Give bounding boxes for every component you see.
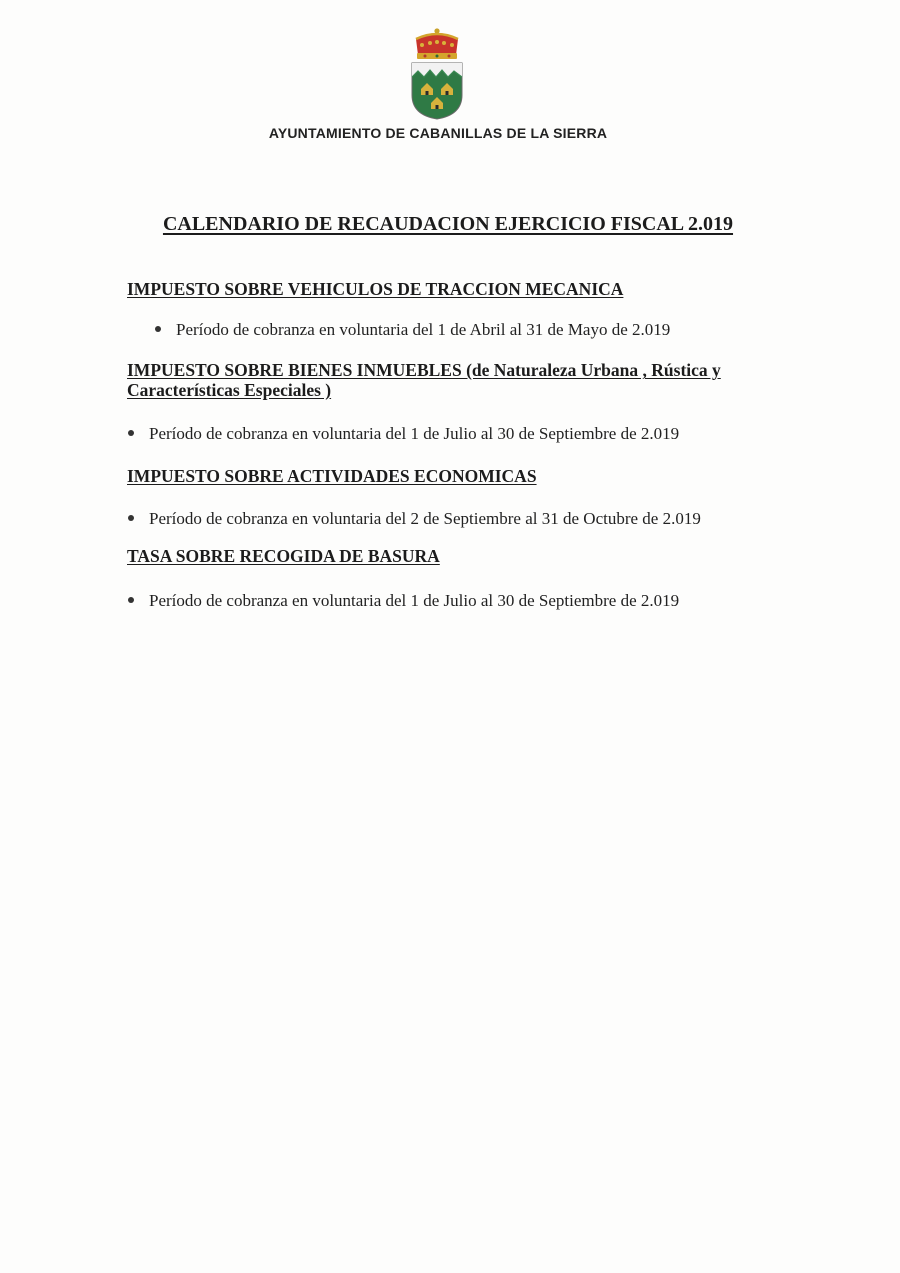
collection-period-text: Período de cobranza en voluntaria del 2 de Septiembre al 31 de Octubre de 2.019	[149, 509, 701, 528]
section-title-business-tax: IMPUESTO SOBRE ACTIVIDADES ECONOMICAS	[127, 466, 537, 486]
document-title: CALENDARIO DE RECAUDACION EJERCICIO FISCAL 2.019	[162, 213, 734, 235]
bullet-icon	[128, 597, 134, 603]
collection-period-text: Período de cobranza en voluntaria del 1 de Julio al 30 de Septiembre de 2.019	[149, 424, 680, 443]
list-item	[128, 591, 679, 611]
section-title-garbage-fee: TASA SOBRE RECOGIDA DE BASURA	[127, 546, 440, 566]
collection-period-text: Período de cobranza en voluntaria del 1 de Julio al 30 de Septiembre de 2.019	[149, 591, 680, 610]
bullet-icon	[128, 515, 134, 521]
bullet-icon	[155, 326, 161, 332]
coat-of-arms-icon	[408, 27, 466, 121]
list-item	[128, 424, 679, 444]
section-title-property-tax: IMPUESTO SOBRE BIENES INMUEBLES (de Naturaleza Urbana , Rústica y Características Especiales )	[127, 360, 721, 400]
section-title-vehicle-tax: IMPUESTO SOBRE VEHICULOS DE TRACCION MECANICA	[127, 279, 624, 299]
collection-period-text: Período de cobranza en voluntaria del 1 de Abril al 31 de Mayo de 2.019	[176, 320, 671, 339]
list-item	[128, 509, 701, 529]
bullet-icon	[128, 430, 134, 436]
town-council-name: AYUNTAMIENTO DE CABANILLAS DE LA SIERRA	[268, 125, 608, 141]
list-item	[155, 320, 670, 340]
